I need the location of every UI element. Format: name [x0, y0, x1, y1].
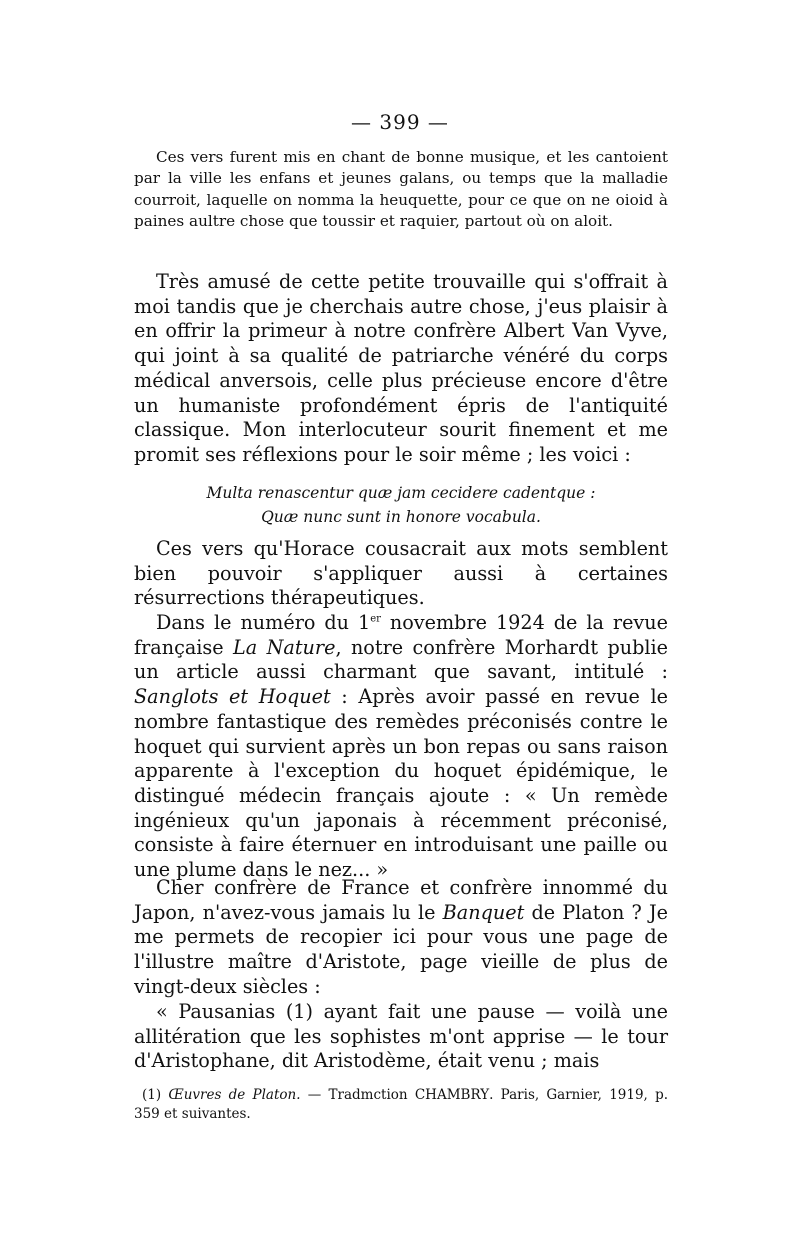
- banquet-title: Banquet: [442, 900, 525, 924]
- paragraph-la-nature-middle: , notre confrère Morhardt publie un article aussi charmant que savant, intitulé :: [134, 635, 669, 684]
- paragraph-la-nature-rest: : Après avoir passé en revue le nombre fantastique des remèdes préconisés contre le hoquet qui survient après un bon repas ou sans raison apparente à l'exception du hoquet épidémique, le distingué médecin français ajoute : « Un remède ingénieux qu'un japonais à récemment préconisé, consiste à faire éternuer en introduisant une paille ou une plume dans le nez... »: [134, 685, 668, 882]
- horace-quote-line-2: Quæ nunc sunt in honore vocabula.: [261, 508, 541, 526]
- paragraph-banquet: [134, 876, 668, 1000]
- paragraph-la-nature-start: Dans le numéro du 1: [156, 611, 371, 634]
- ordinal-superscript: er: [370, 613, 381, 625]
- article-title: Sanglots et Hoquet: [134, 685, 331, 709]
- footnote: [134, 1086, 668, 1124]
- footnote-translation: — Tradmction: [300, 1087, 415, 1103]
- footnote-marker: (1): [142, 1087, 169, 1103]
- footnote-translator: CHAMBRY: [414, 1087, 490, 1103]
- paragraph-banquet-end: de Platon ? Je me permets de recopier ici pour vous une page de l'illustre maître d'Aristote, page vieille de plus de vingt-deux siècles :: [134, 900, 668, 998]
- footnote-publication: . Paris, Garnier, 1919, p. 359 et suivantes.: [134, 1087, 669, 1122]
- paragraph-banquet-start: Cher confrère de France et confrère innommé du Japon, n'avez-vous jamais lu le: [134, 876, 668, 924]
- intro-paragraph: Ces vers furent mis en chant de bonne musique, et les cantoient par la ville les enfans et jeunes galans, ou temps que la malladie courroit, laquelle on nomma la heuquette, pour ce que on ne oioid à paines aultre chose que toussir et raquier, partout où on aloit.: [134, 148, 668, 230]
- paragraph-la-nature: [134, 611, 668, 883]
- horace-quote-line-1: Multa renascentur quæ jam cecidere cadentque :: [206, 484, 596, 502]
- paragraph-la-nature-date: novembre 1924 de la revue française: [134, 611, 668, 659]
- paragraph-trouvaille: Très amusé de cette petite trouvaille qui s'offrait à moi tandis que je cherchais autre chose, j'eus plaisir à en offrir la primeur à notre confrère Albert Van Vyve, qui joint à sa qualité de patriarche vénéré du corps médical anversois, celle plus précieuse encore d'être un humaniste profondément épris de l'antiquité classique. Mon interlocuteur sourit finement et me promit ses réflexions pour le soir même ; les voici :: [134, 270, 668, 466]
- paragraph-pausanias: « Pausanias (1) ayant fait une pause — voilà une allitération que les sophistes m'ont apprise — le tour d'Aristophane, dit Aristodème, était venu ; mais: [134, 1000, 668, 1073]
- page-number: — 399 —: [351, 110, 449, 134]
- journal-title: La Nature: [233, 635, 336, 659]
- footnote-title: Œuvres de Platon.: [168, 1087, 301, 1103]
- paragraph-horace: Ces vers qu'Horace cousacrait aux mots semblent bien pouvoir s'appliquer aussi à certaines résurrections thérapeutiques.: [134, 537, 668, 610]
